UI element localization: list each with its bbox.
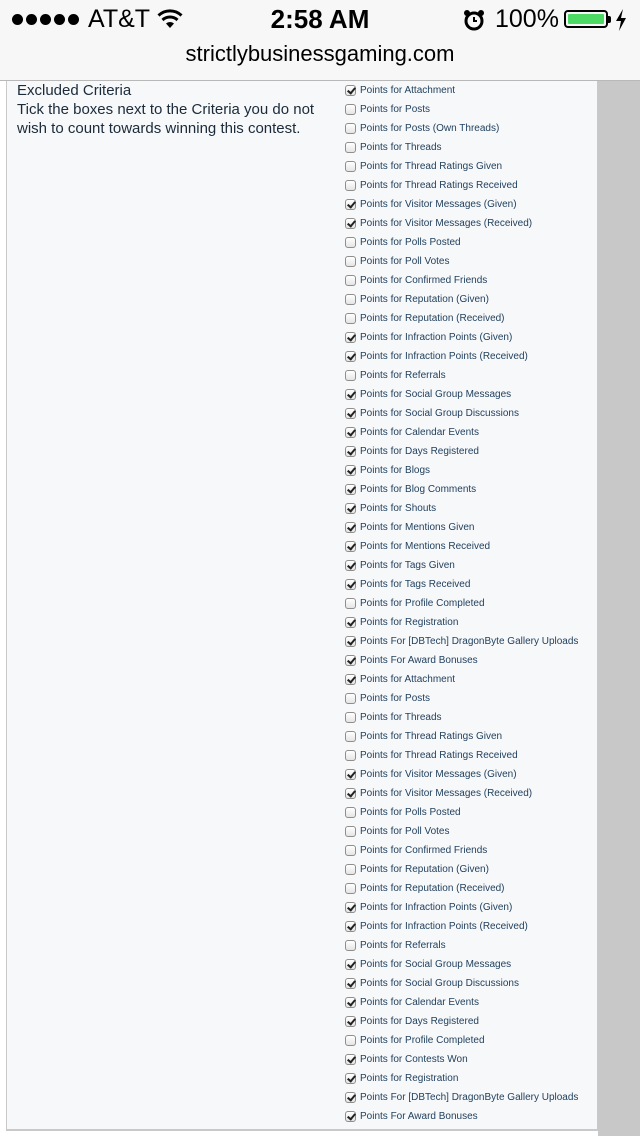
checkbox-checked[interactable] (345, 484, 356, 495)
checkbox-checked[interactable] (345, 446, 356, 457)
criteria-option-label[interactable]: Points for Infraction Points (Given) (360, 902, 513, 913)
checkbox-checked[interactable] (345, 997, 356, 1008)
address-domain[interactable]: strictlybusinessgaming.com (185, 41, 455, 66)
checkbox-unchecked[interactable] (345, 731, 356, 742)
checkbox-unchecked[interactable] (345, 807, 356, 818)
criteria-option-label[interactable]: Points for Attachment (360, 85, 456, 96)
criteria-option[interactable] (345, 594, 605, 613)
criteria-option-label[interactable]: Points for Reputation (Received) (360, 313, 505, 324)
checkbox-unchecked[interactable] (345, 712, 356, 723)
criteria-option-label[interactable]: Points for Reputation (Received) (360, 883, 505, 894)
criteria-option[interactable] (345, 898, 605, 917)
criteria-option-label[interactable]: Points for Social Group Discussions (360, 978, 519, 989)
battery-percentage: 100% (495, 5, 559, 33)
criteria-description: Tick the boxes next to the Criteria you do not wish to count towards winning this contest. (17, 101, 315, 137)
criteria-option-label[interactable]: Points for Posts (Own Threads) (360, 123, 500, 134)
criteria-option-label[interactable]: Points for Infraction Points (Given) (360, 332, 513, 343)
checkbox-unchecked[interactable] (345, 161, 356, 172)
criteria-option[interactable] (345, 290, 605, 309)
criteria-option[interactable] (345, 81, 605, 100)
criteria-option-label[interactable]: Points for Profile Completed (360, 598, 485, 609)
criteria-option[interactable] (345, 613, 605, 632)
checkbox-unchecked[interactable] (345, 864, 356, 875)
checkbox-unchecked[interactable] (345, 693, 356, 704)
criteria-option[interactable] (345, 366, 605, 385)
criteria-option[interactable] (345, 1031, 605, 1050)
criteria-option[interactable] (345, 860, 605, 879)
criteria-option-label[interactable]: Points for Days Registered (360, 446, 479, 457)
criteria-option-label[interactable]: Points for Posts (360, 104, 431, 115)
criteria-option[interactable] (345, 423, 605, 442)
criteria-option-label[interactable]: Points for Referrals (360, 940, 446, 951)
criteria-option-label[interactable]: Points for Visitor Messages (Received) (360, 218, 533, 229)
checkbox-checked[interactable] (345, 921, 356, 932)
criteria-option[interactable] (345, 1107, 605, 1126)
address-bar[interactable] (0, 40, 640, 81)
criteria-option[interactable] (345, 974, 605, 993)
criteria-option[interactable] (345, 537, 605, 556)
criteria-option-label[interactable]: Points for Calendar Events (360, 427, 479, 438)
criteria-option[interactable] (345, 119, 605, 138)
criteria-option[interactable] (345, 575, 605, 594)
criteria-option-label[interactable]: Points for Social Group Messages (360, 959, 512, 970)
checkbox-checked[interactable] (345, 579, 356, 590)
criteria-option-label[interactable]: Points for Profile Completed (360, 1035, 485, 1046)
status-bar (0, 0, 640, 40)
checkbox-unchecked[interactable] (345, 1035, 356, 1046)
checkbox-checked[interactable] (345, 655, 356, 666)
criteria-option-label[interactable]: Points for Confirmed Friends (360, 275, 488, 286)
battery-level (568, 14, 604, 24)
charging-bolt-icon (614, 9, 628, 31)
criteria-option-label[interactable]: Points for Registration (360, 1073, 459, 1084)
criteria-option-label[interactable]: Points for Social Group Messages (360, 389, 512, 400)
criteria-option[interactable] (345, 632, 605, 651)
checkbox-unchecked[interactable] (345, 237, 356, 248)
criteria-option[interactable] (345, 309, 605, 328)
criteria-option-label[interactable]: Points for Polls Posted (360, 807, 461, 818)
criteria-option[interactable] (345, 765, 605, 784)
criteria-panel (6, 81, 598, 1131)
criteria-option-label[interactable]: Points for Thread Ratings Given (360, 731, 503, 742)
criteria-option-label[interactable]: Points for Polls Posted (360, 237, 461, 248)
criteria-option-label[interactable]: Points for Referrals (360, 370, 446, 381)
checkbox-checked[interactable] (345, 1111, 356, 1122)
criteria-title: Excluded Criteria (17, 82, 132, 99)
criteria-option-label[interactable]: Points for Reputation (Given) (360, 294, 489, 305)
checkbox-checked[interactable] (345, 199, 356, 210)
criteria-option-label[interactable]: Points for Attachment (360, 674, 456, 685)
criteria-option[interactable] (345, 1069, 605, 1088)
criteria-option[interactable] (345, 328, 605, 347)
criteria-option-label[interactable]: Points for Blog Comments (360, 484, 477, 495)
criteria-option[interactable] (345, 1088, 605, 1107)
criteria-option-label[interactable]: Points For [DBTech] DragonByte Gallery Uploads (360, 636, 579, 647)
criteria-option-label[interactable]: Points for Registration (360, 617, 459, 628)
checkbox-unchecked[interactable] (345, 750, 356, 761)
checkbox-checked[interactable] (345, 560, 356, 571)
checkbox-checked[interactable] (345, 389, 356, 400)
criteria-option[interactable] (345, 936, 605, 955)
criteria-option-label[interactable]: Points for Mentions Received (360, 541, 491, 552)
criteria-option-label[interactable]: Points for Poll Votes (360, 256, 450, 267)
criteria-option-label[interactable]: Points for Calendar Events (360, 997, 479, 1008)
criteria-option-label[interactable]: Points for Thread Ratings Given (360, 161, 503, 172)
criteria-option-label[interactable]: Points for Mentions Given (360, 522, 475, 533)
checkbox-checked[interactable] (345, 541, 356, 552)
criteria-option[interactable] (345, 803, 605, 822)
web-page (0, 81, 640, 1136)
battery-icon (564, 10, 608, 28)
criteria-option[interactable] (345, 195, 605, 214)
criteria-option[interactable] (345, 822, 605, 841)
criteria-option[interactable] (345, 955, 605, 974)
checkbox-checked[interactable] (345, 503, 356, 514)
criteria-option[interactable] (345, 461, 605, 480)
criteria-option[interactable] (345, 784, 605, 803)
checkbox-checked[interactable] (345, 1016, 356, 1027)
criteria-option[interactable] (345, 879, 605, 898)
checkbox-checked[interactable] (345, 959, 356, 970)
criteria-option[interactable] (345, 727, 605, 746)
checkbox-unchecked[interactable] (345, 275, 356, 286)
checkbox-checked[interactable] (345, 408, 356, 419)
checkbox-checked[interactable] (345, 674, 356, 685)
checkbox-unchecked[interactable] (345, 104, 356, 115)
criteria-option[interactable] (345, 1050, 605, 1069)
criteria-option[interactable] (345, 670, 605, 689)
criteria-option-label[interactable]: Points for Social Group Discussions (360, 408, 519, 419)
checkbox-checked[interactable] (345, 636, 356, 647)
checkbox-checked[interactable] (345, 351, 356, 362)
criteria-option-label[interactable]: Points for Days Registered (360, 1016, 479, 1027)
page-right-gutter (598, 81, 640, 1136)
criteria-option[interactable] (345, 271, 605, 290)
checkbox-unchecked[interactable] (345, 598, 356, 609)
criteria-option-label[interactable]: Points for Contests Won (360, 1054, 468, 1065)
criteria-option[interactable] (345, 708, 605, 727)
criteria-option[interactable] (345, 917, 605, 936)
checkbox-unchecked[interactable] (345, 294, 356, 305)
criteria-option-label[interactable]: Points for Infraction Points (Received) (360, 921, 528, 932)
checkbox-unchecked[interactable] (345, 313, 356, 324)
criteria-option[interactable] (345, 347, 605, 366)
checkbox-unchecked[interactable] (345, 826, 356, 837)
criteria-option[interactable] (345, 233, 605, 252)
criteria-option[interactable] (345, 480, 605, 499)
criteria-option-label[interactable]: Points for Visitor Messages (Given) (360, 769, 517, 780)
checkbox-unchecked[interactable] (345, 370, 356, 381)
criteria-option[interactable] (345, 252, 605, 271)
criteria-checkbox-list (345, 81, 605, 1126)
criteria-option[interactable] (345, 100, 605, 119)
checkbox-checked[interactable] (345, 332, 356, 343)
criteria-option-label[interactable]: Points for Threads (360, 712, 442, 723)
checkbox-unchecked[interactable] (345, 256, 356, 267)
checkbox-unchecked[interactable] (345, 142, 356, 153)
checkbox-checked[interactable] (345, 465, 356, 476)
checkbox-checked[interactable] (345, 978, 356, 989)
criteria-option-label[interactable]: Points for Tags Received (360, 579, 471, 590)
carrier-name: AT&T (88, 5, 151, 33)
criteria-option[interactable] (345, 689, 605, 708)
checkbox-unchecked[interactable] (345, 180, 356, 191)
criteria-option[interactable] (345, 746, 605, 765)
criteria-option[interactable] (345, 841, 605, 860)
criteria-option[interactable] (345, 993, 605, 1012)
checkbox-checked[interactable] (345, 1073, 356, 1084)
criteria-option-label[interactable]: Points For Award Bonuses (360, 655, 478, 666)
checkbox-checked[interactable] (345, 427, 356, 438)
checkbox-checked[interactable] (345, 522, 356, 533)
criteria-option-label[interactable]: Points for Thread Ratings Received (360, 180, 518, 191)
checkbox-checked[interactable] (345, 788, 356, 799)
checkbox-unchecked[interactable] (345, 123, 356, 134)
criteria-option[interactable] (345, 214, 605, 233)
clock: 2:58 AM (270, 4, 370, 34)
checkbox-checked[interactable] (345, 1092, 356, 1103)
criteria-option-label[interactable]: Points for Tags Given (360, 560, 455, 571)
alarm-clock-icon (463, 9, 485, 31)
criteria-option-label[interactable]: Points for Visitor Messages (Received) (360, 788, 533, 799)
criteria-option[interactable] (345, 138, 605, 157)
checkbox-checked[interactable] (345, 1054, 356, 1065)
criteria-option-label[interactable]: Points for Thread Ratings Received (360, 750, 518, 761)
checkbox-unchecked[interactable] (345, 883, 356, 894)
criteria-option-label[interactable]: Points For [DBTech] DragonByte Gallery Uploads (360, 1092, 579, 1103)
checkbox-checked[interactable] (345, 85, 356, 96)
checkbox-checked[interactable] (345, 902, 356, 913)
criteria-option[interactable] (345, 442, 605, 461)
criteria-option[interactable] (345, 176, 605, 195)
criteria-option-label[interactable]: Points for Shouts (360, 503, 437, 514)
criteria-option[interactable] (345, 385, 605, 404)
criteria-option[interactable] (345, 518, 605, 537)
criteria-option[interactable] (345, 1012, 605, 1031)
criteria-option-label[interactable]: Points for Reputation (Given) (360, 864, 489, 875)
criteria-option-label[interactable]: Points for Infraction Points (Received) (360, 351, 528, 362)
criteria-option[interactable] (345, 556, 605, 575)
criteria-option[interactable] (345, 404, 605, 423)
checkbox-checked[interactable] (345, 769, 356, 780)
criteria-option-label[interactable]: Points for Posts (360, 693, 431, 704)
criteria-option-label[interactable]: Points for Threads (360, 142, 442, 153)
criteria-option[interactable] (345, 499, 605, 518)
criteria-option-label[interactable]: Points for Confirmed Friends (360, 845, 488, 856)
criteria-option[interactable] (345, 157, 605, 176)
checkbox-unchecked[interactable] (345, 845, 356, 856)
checkbox-unchecked[interactable] (345, 940, 356, 951)
criteria-option[interactable] (345, 651, 605, 670)
criteria-option-label[interactable]: Points for Visitor Messages (Given) (360, 199, 517, 210)
criteria-option-label[interactable]: Points for Blogs (360, 465, 431, 476)
criteria-option-label[interactable]: Points For Award Bonuses (360, 1111, 478, 1122)
criteria-option-label[interactable]: Points for Poll Votes (360, 826, 450, 837)
panel-bottom-border (6, 1129, 598, 1131)
checkbox-checked[interactable] (345, 617, 356, 628)
checkbox-checked[interactable] (345, 218, 356, 229)
